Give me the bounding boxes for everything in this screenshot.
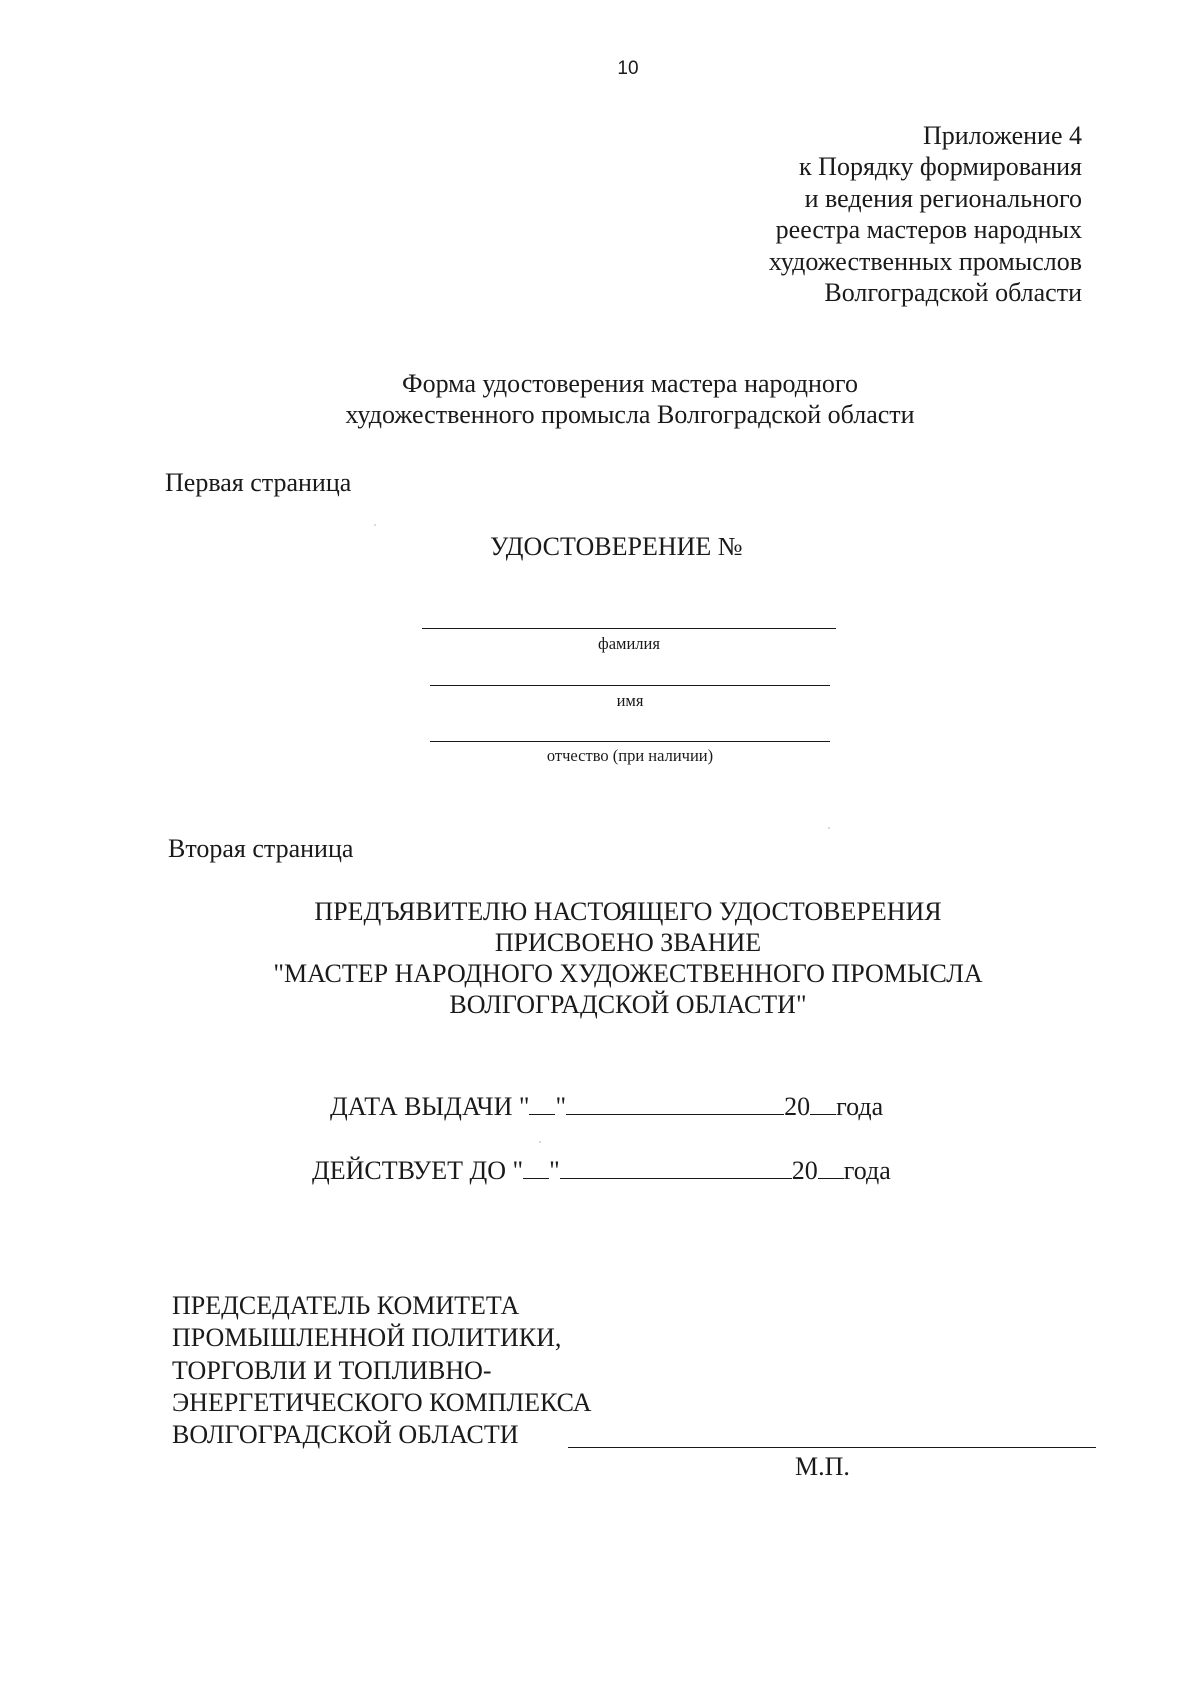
issue-date-row [330, 1092, 883, 1122]
award-line: ВОЛГОГРАДСКОЙ ОБЛАСТИ" [449, 990, 807, 1019]
issue-day-blank [529, 1092, 555, 1115]
issue-year-prefix: 20 [784, 1092, 811, 1121]
patronymic-line [430, 741, 830, 742]
issue-year-blank [810, 1092, 836, 1115]
chairman-line: ПРОМЫШЛЕННОЙ ПОЛИТИКИ, [172, 1323, 562, 1353]
appendix-block [769, 120, 1082, 308]
appendix-line: и ведения регионального [804, 183, 1082, 213]
valid-until-suffix: года [843, 1156, 891, 1185]
first-page-label: Первая страница [165, 468, 352, 497]
patronymic-caption: отчество (при наличии) [546, 746, 714, 765]
name-caption: имя [616, 691, 644, 710]
issue-month-blank [566, 1092, 784, 1115]
valid-day-blank [523, 1156, 549, 1179]
surname-caption: фамилия [598, 634, 660, 653]
chairman-line: ПРЕДСЕДАТЕЛЬ КОМИТЕТА [172, 1291, 520, 1320]
award-line: ПРЕДЪЯВИТЕЛЮ НАСТОЯЩЕГО УДОСТОВЕРЕНИЯ [314, 897, 942, 926]
award-text [200, 896, 1056, 1020]
valid-month-blank [560, 1156, 792, 1179]
issue-date-label: ДАТА ВЫДАЧИ " [330, 1092, 530, 1121]
chairman-line: ЭНЕРГЕТИЧЕСКОГО КОМПЛЕКСА [172, 1387, 592, 1417]
valid-until-quote: " [549, 1156, 560, 1185]
valid-year-blank [818, 1156, 844, 1179]
valid-year-prefix: 20 [791, 1156, 818, 1185]
chairman-block [172, 1290, 592, 1451]
name-line [430, 685, 830, 686]
issue-date-quote: " [555, 1092, 567, 1121]
issue-date-suffix: года [836, 1092, 884, 1121]
page-number: 10 [617, 58, 639, 79]
form-title-line: Форма удостоверения мастера народного [402, 369, 858, 398]
chairman-line: ТОРГОВЛИ И ТОПЛИВНО- [172, 1355, 492, 1385]
scan-speck [374, 524, 376, 526]
chairman-line: ВОЛГОГРАДСКОЙ ОБЛАСТИ [172, 1420, 519, 1450]
form-title [300, 368, 960, 430]
appendix-line: художественных промыслов [768, 246, 1082, 276]
award-line: ПРИСВОЕНО ЗВАНИЕ [494, 928, 762, 957]
appendix-line: Волгоградской области [824, 278, 1082, 308]
valid-until-row [312, 1156, 891, 1186]
form-title-line: художественного промысла Волгоградской области [345, 400, 915, 429]
appendix-line: Приложение 4 [922, 121, 1082, 150]
valid-until-label: ДЕЙСТВУЕТ ДО " [312, 1156, 524, 1185]
appendix-line: реестра мастеров народных [775, 215, 1082, 245]
certificate-title: УДОСТОВЕРЕНИЕ № [490, 532, 743, 561]
signature-line [568, 1447, 1096, 1448]
award-line: "МАСТЕР НАРОДНОГО ХУДОЖЕСТВЕННОГО ПРОМЫСЛА [273, 959, 983, 988]
surname-line [422, 628, 836, 629]
scan-speck [828, 827, 830, 829]
second-page-label: Вторая страница [168, 834, 354, 863]
scan-speck [539, 1141, 541, 1143]
appendix-line: к Порядку формирования [799, 152, 1082, 182]
stamp-label: М.П. [795, 1452, 850, 1481]
